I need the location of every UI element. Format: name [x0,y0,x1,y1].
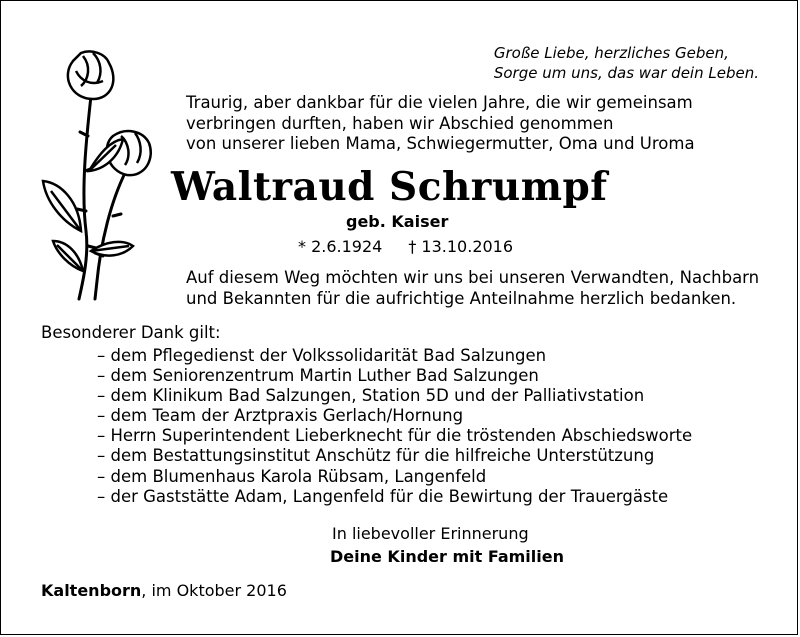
motto-line-2: Sorge um uns, das war dein Leben. [493,64,759,82]
intro-text [186,93,695,155]
born-name: geb. Kaiser [346,212,449,231]
list-item: – Herrn Superintendent Lieberknecht für die tröstenden Abschiedsworte [97,426,693,446]
intro-line-2: verbringen durften, haben wir Abschied genommen [186,113,614,133]
special-thanks-list [97,346,692,507]
thanks-line-1: Auf diesem Weg möchten wir uns bei unseren Verwandten, Nachbarn [186,268,760,287]
intro-line-1: Traurig, aber dankbar für die vielen Jahre, die wir gemeinsam [186,93,693,112]
list-item: – dem Klinikum Bad Salzungen, Station 5D und der Palliativstation [97,386,645,406]
date-text: , im Oktober 2016 [141,581,287,600]
intro-line-3: von unserer lieben Mama, Schwiegermutter, Oma und Uroma [186,134,695,153]
thanks-line-2: und Bekannten für die aufrichtige Anteilnahme herzlich bedanken. [186,288,737,308]
list-item: – dem Pflegedienst der Volkssolidarität Bad Salzungen [97,346,547,365]
death-date: † 13.10.2016 [408,237,514,256]
deceased-name: Waltraud Schrumpf [171,164,608,210]
list-item: – dem Bestattungsinstitut Anschütz für die hilfreiche Unterstützung [97,446,655,466]
place-date [41,581,287,601]
motto-verse [494,43,759,83]
birth-date: * 2.6.1924 [298,237,383,256]
rose-icon [31,41,166,301]
family-signature: Deine Kinder mit Familien [330,547,564,566]
thanks-text [186,268,759,309]
special-thanks-heading: Besonderer Dank gilt: [41,323,221,342]
list-item: – der Gaststätte Adam, Langenfeld für die Bewirtung der Trauergäste [97,486,669,506]
memory-line: In liebevoller Erinnerung [332,524,529,543]
list-item: – dem Blumenhaus Karola Rübsam, Langenfeld [97,466,487,486]
list-item: – dem Team der Arztpraxis Gerlach/Hornung [97,406,464,426]
life-dates [298,237,513,257]
motto-line-1: Große Liebe, herzliches Geben, [493,44,729,62]
place-name: Kaltenborn [41,581,142,600]
list-item: – dem Seniorenzentrum Martin Luther Bad Salzungen [97,366,539,386]
